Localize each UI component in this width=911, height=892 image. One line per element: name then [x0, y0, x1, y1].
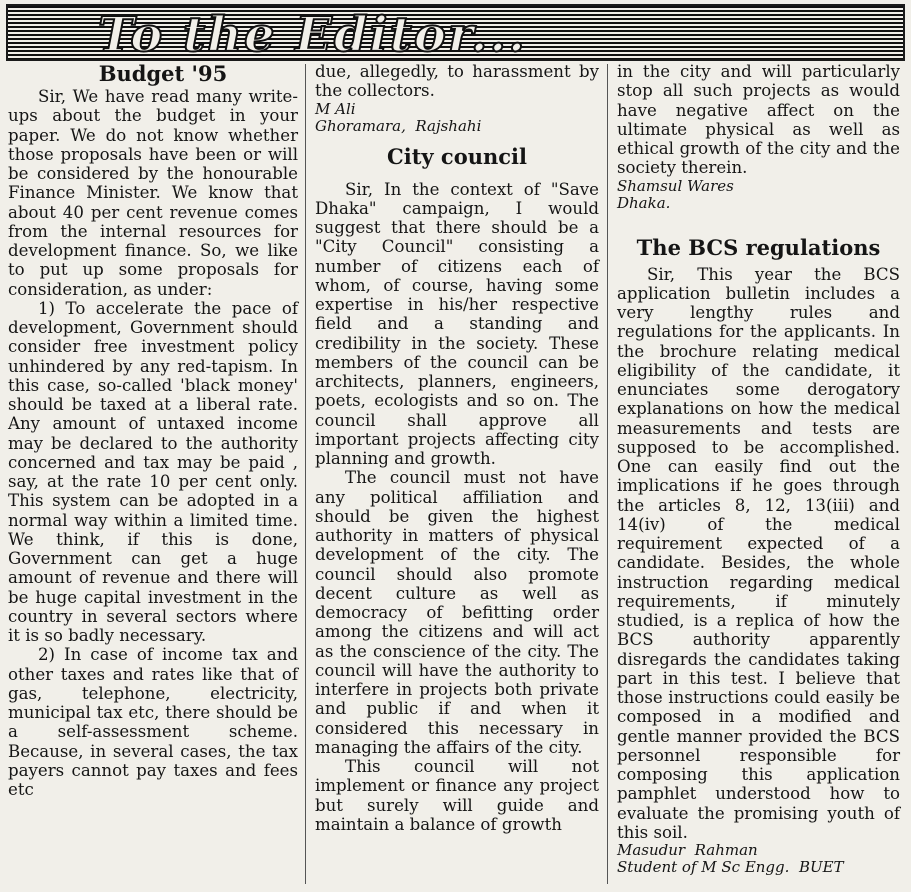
city-paragraph: Sir, In the context of "Save Dhaka" campaign, I would suggest that there should be a "City Council" consisting a number of citizens each of whom, of course, having some expertise in his/her respective field and a standing and credibility in the society. These members of the council can be architects, planners, engineers, poets, ecologists and so on. The council shall approve all important projects affecting city planning and growth.	[315, 179, 599, 469]
city-council-headline: City council	[387, 143, 527, 169]
budget-paragraph: 2) In case of income tax and other taxes and rates like that of gas, telephone, electricity, municipal tax etc, there should be a self-assessment scheme. Because, in several cases, the tax payers cannot pay taxes and fees etc	[8, 645, 298, 800]
city-paragraph: The council must not have any political affiliation and should be given the highest authority in matters of physical development of the city. The council should also promote decent culture as well as democracy of befitting order among the citizens and will act as the conscience of the city. The council will have the authority to interfere in projects both private and public if and when it considered this necessary in managing the affairs of the city.	[315, 468, 599, 757]
bcs-signature-place: Student of M Sc Engg. BUET	[617, 858, 844, 877]
editor-banner	[6, 4, 905, 61]
budget-paragraph: 1) To accelerate the pace of development, Government should consider free investment policy unhindered by any red-tapism. In this case, so-called 'black money' should be taxed at a liberal rate. Any amount of untaxed income may be declared to the authority concerned and tax may be paid , say, at the rate 10 per cent only. This system can be adopted in a normal way within a limited time. We think, if this is done, Government can get a huge amount of revenue and there will be huge capital investment in the country in several sectors where it is so badly necessary.	[8, 298, 298, 646]
column-1	[8, 62, 298, 799]
city-paragraph: This council will not implement or finance any project but surely will guide and maintain a balance of growth	[315, 757, 599, 834]
column-divider	[305, 64, 306, 884]
city-signature-name: Shamsul Wares	[617, 176, 734, 195]
city-signature-place: Dhaka.	[617, 193, 671, 212]
bcs-headline: The BCS regulations	[636, 234, 881, 260]
budget-signature-place: Ghoramara, Rajshahi	[315, 116, 482, 135]
column-2	[315, 62, 599, 834]
column-divider	[607, 64, 608, 884]
budget-paragraph-continued: due, allegedly, to harassment by the collectors.	[315, 62, 599, 101]
budget-signature-name: M Ali	[315, 99, 356, 118]
bcs-signature-name: Masudur Rahman	[617, 841, 758, 860]
budget-paragraph: Sir, We have read many write-ups about the budget in your paper. We do not know whether those proposals have been or will be considered by the honourable Finance Minister. We know that about 40 per cent revenue comes from the internal resources for development finance. So, we like to put up some proposals for consideration, as under:	[8, 87, 298, 299]
city-paragraph-continued: in the city and will particularly stop all such projects as would have negative affect on the ultimate physical as well as ethical growth of the city and the society therein.	[617, 62, 900, 178]
column-3	[617, 62, 900, 876]
budget-headline: Budget '95	[98, 61, 228, 86]
bcs-paragraph: Sir, This year the BCS application bulletin includes a very lengthy rules and regulations for the applicants. In the brochure relating medical eligibility of the candidate, it enunciates some derogatory explanations on how the medical measurements and tests are supposed to be accomplished. One can easily find out the implications if he goes through the articles 8, 12, 13(iii) and 14(iv) of the medical requirement expected of a candidate. Besides, the whole instruction regarding medical requirements, if minutely studied, is a replica of how the BCS authority apparently disregards the candidates taking part in this test. I believe that those instructions could easily be composed in a modified and gentle manner provided the BCS personnel responsible for composing this application pamphlet understood how to evaluate the promising youth of this soil.	[617, 264, 900, 842]
banner-title: To the Editor...	[98, 7, 527, 61]
